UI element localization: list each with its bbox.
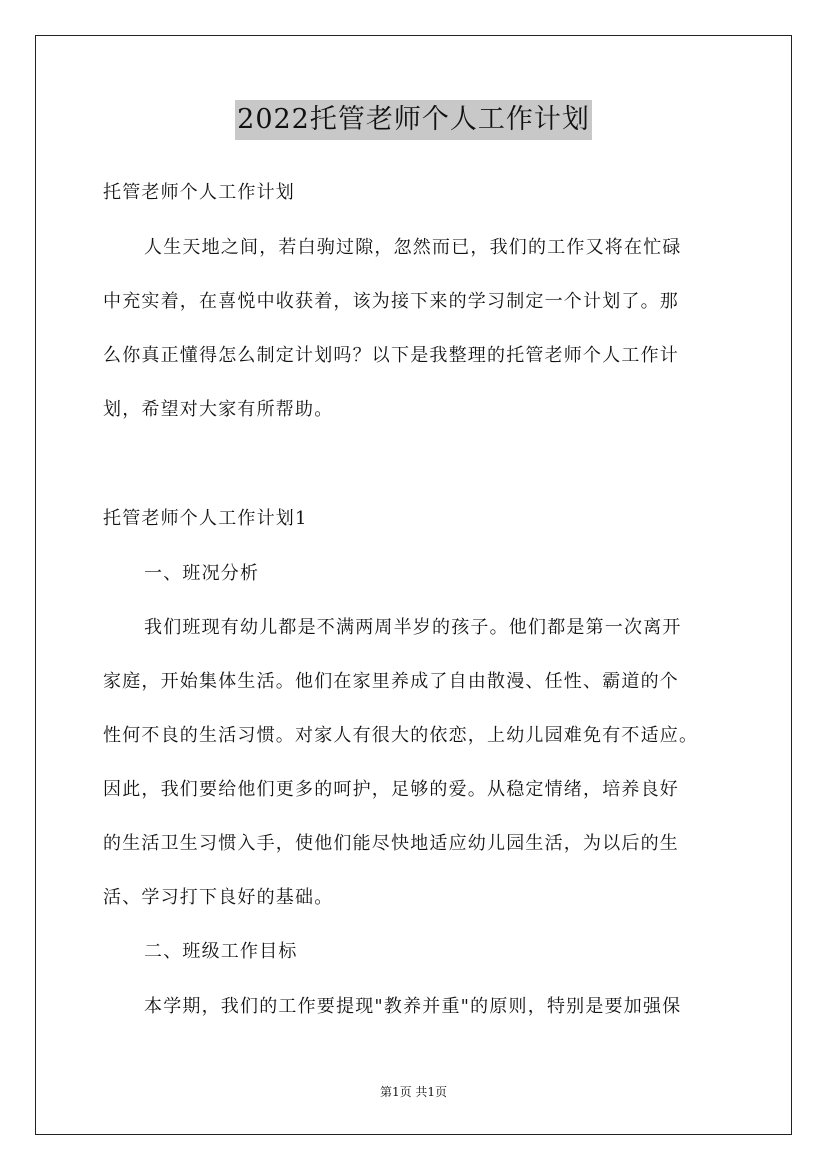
- intro-line: 么你真正懂得怎么制定计划吗？以下是我整理的托管老师个人工作计: [103, 345, 679, 366]
- intro-line: 划，希望对大家有所帮助。: [103, 399, 334, 420]
- title-container: [0, 100, 827, 140]
- document-subtitle: 托管老师个人工作计划: [103, 182, 295, 203]
- paragraph-line: 活、学习打下良好的基础。: [103, 887, 334, 908]
- paragraph-line: 本学期，我们的工作要提现"教养并重"的原则，特别是要加强保: [144, 996, 682, 1017]
- intro-line: 人生天地之间，若白驹过隙，忽然而已，我们的工作又将在忙碌: [144, 237, 682, 258]
- paragraph-line: 因此，我们要给他们更多的呵护，足够的爱。从稳定情绪，培养良好: [103, 779, 679, 800]
- section-title: 托管老师个人工作计划1: [103, 508, 308, 529]
- paragraph-line: 性何不良的生活习惯。对家人有很大的依恋，上幼儿园难免有不适应。: [103, 725, 699, 746]
- section-heading: 二、班级工作目标: [144, 941, 298, 962]
- document-title: 2022托管老师个人工作计划: [235, 100, 592, 140]
- page-footer: 第1页 共1页: [379, 1085, 448, 1099]
- paragraph-line: 家庭，开始集体生活。他们在家里养成了自由散漫、任性、霸道的个: [103, 671, 679, 692]
- section-heading: 一、班况分析: [144, 563, 260, 584]
- paragraph-line: 的生活卫生习惯入手，使他们能尽快地适应幼儿园生活，为以后的生: [103, 833, 679, 854]
- paragraph-line: 我们班现有幼儿都是不满两周半岁的孩子。他们都是第一次离开: [144, 617, 682, 638]
- intro-line: 中充实着，在喜悦中收获着，该为接下来的学习制定一个计划了。那: [103, 291, 679, 312]
